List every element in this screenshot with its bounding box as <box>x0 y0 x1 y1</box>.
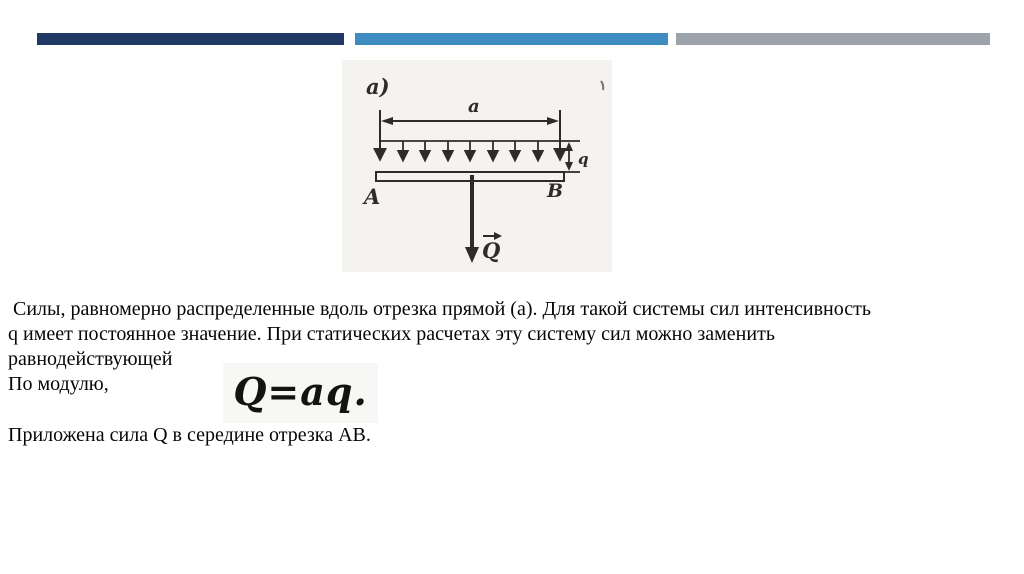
dimension-label: а <box>468 96 480 117</box>
accent-bar-gray <box>676 33 990 45</box>
scan-artifact <box>601 81 603 90</box>
point-b-label: B <box>547 180 564 202</box>
closing-sentence: Приложена сила Q в середине отрезка АВ. <box>8 424 371 446</box>
resultant-force-arrow <box>465 175 479 263</box>
body-line-4: По модулю, <box>8 373 109 395</box>
q-dimension <box>564 142 589 172</box>
beam-diagram-svg <box>342 60 612 272</box>
body-paragraph <box>8 297 1008 397</box>
accent-bar-navy <box>37 33 344 45</box>
dimension-arrow-left <box>381 117 393 125</box>
dimension-line <box>381 96 559 125</box>
body-line-3: равнодействующей <box>8 348 173 370</box>
point-a-label: A <box>364 184 381 209</box>
intensity-label: q <box>578 150 589 168</box>
formula-text: Q=aq. <box>233 368 368 414</box>
panel-label: а) <box>366 74 390 99</box>
formula-image <box>223 363 378 423</box>
accent-bar-blue <box>355 33 668 45</box>
body-line-2: q имеет постоянное значение. При статических расчетах эту систему сил можно заменить <box>8 323 775 345</box>
resultant-label-group <box>482 232 502 263</box>
distributed-load-arrows <box>379 141 580 160</box>
body-line-1: Силы, равномерно распределенные вдоль отрезка прямой (а). Для такой системы сил интенсивность <box>8 298 871 320</box>
dimension-arrow-right <box>547 117 559 125</box>
resultant-label: Q <box>482 238 501 263</box>
distributed-load-figure <box>342 60 612 272</box>
